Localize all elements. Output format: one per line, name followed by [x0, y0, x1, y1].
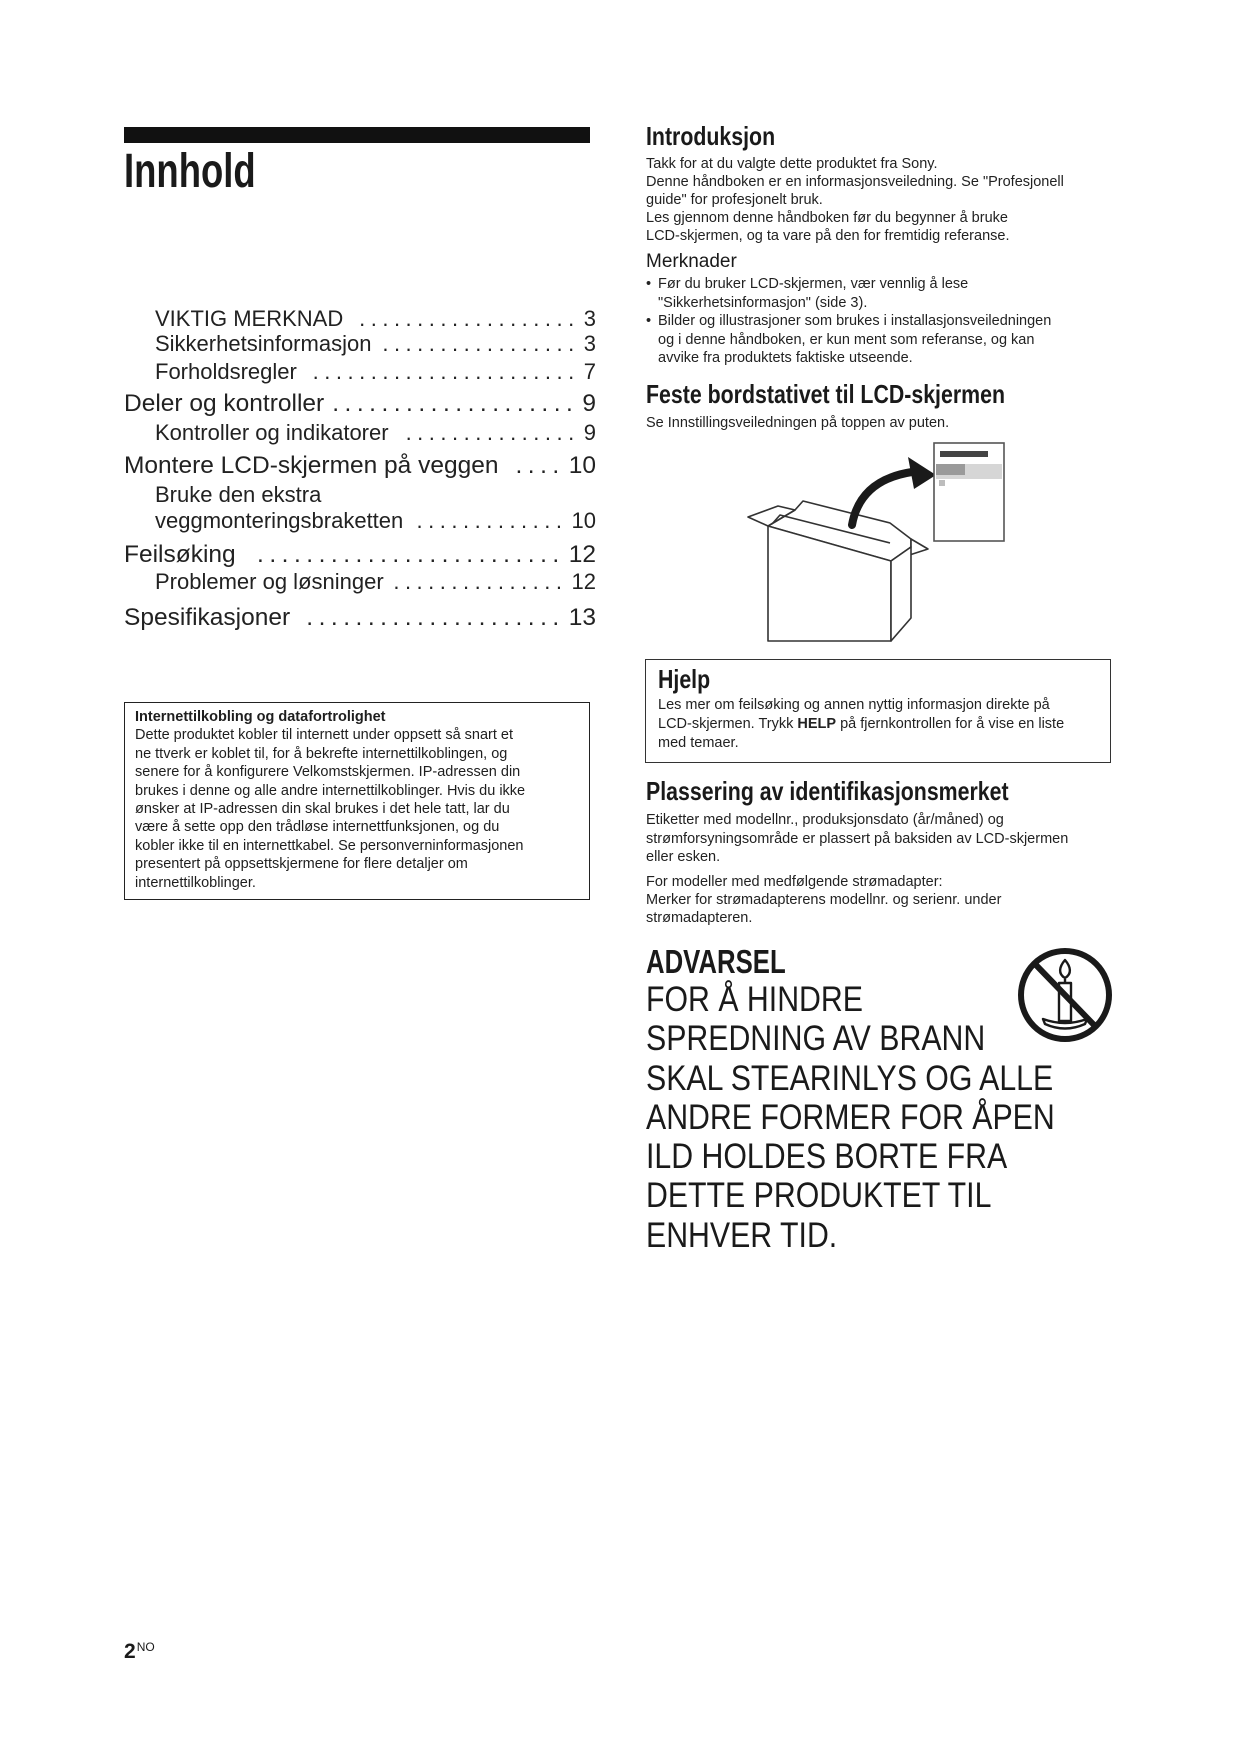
help-heading: Hjelp — [658, 664, 711, 694]
privacy-notice-line: ne ttverk er koblet til, for å bekrefte internettilkoblingen, og — [135, 745, 508, 762]
notes-heading: Merknader — [646, 251, 737, 272]
toc-entry — [155, 419, 596, 447]
help-line — [658, 715, 1064, 734]
help-line-text: LCD-skjermen. Trykk — [658, 715, 798, 732]
note-line: Før du bruker LCD-skjermen, vær vennlig å lese — [658, 276, 969, 292]
introduction-line: LCD-skjermen, og ta vare på den for fremtidig referanse. — [646, 228, 1010, 245]
help-text — [658, 696, 1064, 752]
toc-dot-leader: ................... — [359, 306, 580, 331]
toc-dot-leader: .................... — [332, 390, 579, 417]
help-box — [645, 659, 1111, 763]
setup-guide-sheet — [934, 443, 1004, 541]
label-location-line: Etiketter med modellnr., produksjonsdato (år/måned) og — [646, 812, 1004, 828]
toc-entry-label: veggmonteringsbraketten — [155, 508, 404, 533]
warning-line: ENHVER TID. — [646, 1215, 838, 1255]
toc-entry-label: Sikkerhetsinformasjon — [155, 331, 372, 356]
warning-heading: ADVARSEL — [646, 943, 786, 980]
toc-entry-label: Deler og kontroller — [124, 390, 325, 417]
introduction-line: Les gjennom denne håndboken før du begynner å bruke — [646, 210, 1008, 227]
toc-entry — [124, 604, 596, 632]
toc-page-number: 3 — [583, 331, 596, 356]
toc-dot-leader: ....................... — [312, 359, 580, 384]
adapter-label-line: For modeller med medfølgende strømadapter: — [646, 874, 943, 890]
introduction-heading: Introduksjon — [646, 121, 776, 151]
carton-side-face — [891, 547, 911, 641]
toc-entry — [124, 452, 596, 480]
note-line: "Sikkerhetsinformasjon" (side 3). — [658, 294, 868, 311]
toc-entry-label: Problemer og løsninger — [155, 569, 384, 594]
introduction-line: Denne håndboken er en informasjonsveiledning. Se "Profesjonell — [646, 173, 1064, 190]
privacy-notice-line: kobler ikke til en internettkabel. Se personverninformasjonen — [135, 837, 524, 854]
toc-entry-label: Montere LCD-skjermen på veggen — [124, 452, 499, 479]
toc-dot-leader: ............... — [393, 569, 568, 594]
toc-page-number: 13 — [568, 604, 596, 631]
notes-list — [646, 275, 1051, 368]
privacy-notice-line: være å sette opp den trådløse internettfunksjonen, og du — [135, 819, 500, 836]
bullet: • — [646, 313, 652, 329]
toc-entry-label: Spesifikasjoner — [124, 604, 291, 631]
toc-dot-leader: ......................... — [257, 541, 565, 568]
flame — [1060, 960, 1070, 978]
introduction-line: guide" for profesjonelt bruk. — [646, 191, 823, 208]
toc-page-number: 10 — [568, 452, 596, 479]
toc-entry-label: Kontroller og indikatorer — [155, 420, 389, 445]
toc-entry — [155, 330, 596, 358]
bullet: • — [646, 276, 652, 292]
toc-page-number: 10 — [571, 508, 596, 533]
toc-dot-leader: ................. — [382, 331, 580, 356]
privacy-notice-line: senere for å konfigurere Velkomstskjermen. IP-adressen din — [135, 764, 521, 781]
label-location-heading: Plassering av identifikasjonsmerket — [646, 776, 1009, 806]
privacy-notice-line: Dette produktet kobler til internett under oppsett så snart et — [135, 727, 514, 744]
privacy-notice-line: brukes i denne og alle andre internettilkoblinger. Hvis du ikke — [135, 782, 526, 799]
toc-entry-label: Feilsøking — [124, 541, 236, 568]
privacy-notice-box — [124, 702, 590, 900]
toc-entry — [124, 541, 596, 569]
label-location-line: strømforsyningsområde er plassert på baksiden av LCD-skjermen — [646, 830, 1069, 847]
toc-page-number: 7 — [583, 359, 596, 384]
arrow — [852, 457, 936, 525]
toc-page-number: 12 — [568, 541, 596, 568]
warning-line: DETTE PRODUKTET TIL — [646, 1176, 992, 1216]
carton-illustration — [740, 435, 1010, 650]
note-line: Bilder og illustrasjoner som brukes i installasjonsveiledningen — [658, 313, 1052, 329]
label-location-paragraph — [646, 811, 1068, 867]
toc-entry — [124, 390, 596, 418]
toc-dot-leader: ............. — [416, 508, 568, 533]
privacy-notice-line: internettilkoblinger. — [135, 874, 256, 891]
privacy-notice-line: ønsker at IP-adressen din skal brukes i det hele tatt, lar du — [135, 801, 510, 818]
note-item — [646, 312, 1051, 331]
toc-page-number: 3 — [583, 306, 596, 331]
help-line: Les mer om feilsøking og annen nyttig informasjon direkte på — [658, 697, 1050, 713]
page-language-code: NO — [136, 1640, 155, 1654]
carton-box — [748, 501, 928, 641]
label-location-line: eller esken. — [646, 849, 721, 865]
toc-entry-label: VIKTIG MERKNAD — [155, 306, 344, 331]
contents-title-rule — [124, 127, 590, 143]
note-item — [646, 275, 1051, 294]
help-line: med temaer. — [658, 734, 739, 751]
adapter-label-line: strømadapteren. — [646, 910, 753, 926]
toc-dot-leader: .... — [515, 452, 565, 479]
contents-title: Innhold — [124, 145, 256, 198]
toc-entry-label: Forholdsregler — [155, 359, 297, 384]
toc-entry-first-line — [155, 481, 596, 509]
warning-line: FOR Å HINDRE — [646, 980, 863, 1019]
toc-page-number: 9 — [582, 390, 596, 417]
stand-heading: Feste bordstativet til LCD-skjermen — [646, 379, 1005, 409]
toc-entry — [155, 358, 596, 386]
toc-dot-leader: ..................... — [306, 604, 565, 631]
page-number-value: 2 — [124, 1640, 136, 1663]
note-line: avvike fra produktets faktiske utseende. — [658, 350, 913, 366]
privacy-notice-title: Internettilkobling og datafortrolighet — [135, 709, 386, 725]
privacy-notice-line: presentert på oppsettskjermene for flere detaljer om — [135, 856, 468, 873]
page-number — [124, 1635, 155, 1664]
toc-entry — [155, 507, 596, 535]
toc-entry-label: Bruke den ekstra — [155, 482, 322, 507]
warning-line: ILD HOLDES BORTE FRA — [646, 1137, 1008, 1177]
adapter-label-line: Merker for strømadapterens modellnr. og serienr. under — [646, 892, 1002, 908]
introduction-text — [646, 155, 1064, 246]
toc-page-number: 12 — [571, 569, 596, 594]
no-open-flame-icon — [1015, 945, 1115, 1045]
warning-line: ANDRE FORMER FOR ÅPEN — [646, 1097, 1055, 1137]
toc-entry — [155, 568, 596, 596]
introduction-line: Takk for at du valgte dette produktet fra Sony. — [646, 155, 938, 172]
adapter-label-paragraph — [646, 873, 1001, 927]
help-key-label: HELP — [797, 715, 837, 732]
stand-text: Se Innstillingsveiledningen på toppen av puten. — [646, 415, 950, 431]
warning-line: SPREDNING AV BRANN — [646, 1019, 986, 1059]
note-line: og i denne håndboken, er kun ment som referanse, og kan — [658, 331, 1035, 348]
help-line-text: på fjernkontrollen for å vise en liste — [836, 715, 1065, 732]
toc-entry — [155, 305, 596, 333]
toc-dot-leader: ............... — [405, 420, 580, 445]
warning-line: SKAL STEARINLYS OG ALLE — [646, 1058, 1054, 1098]
toc-page-number: 9 — [583, 420, 596, 445]
